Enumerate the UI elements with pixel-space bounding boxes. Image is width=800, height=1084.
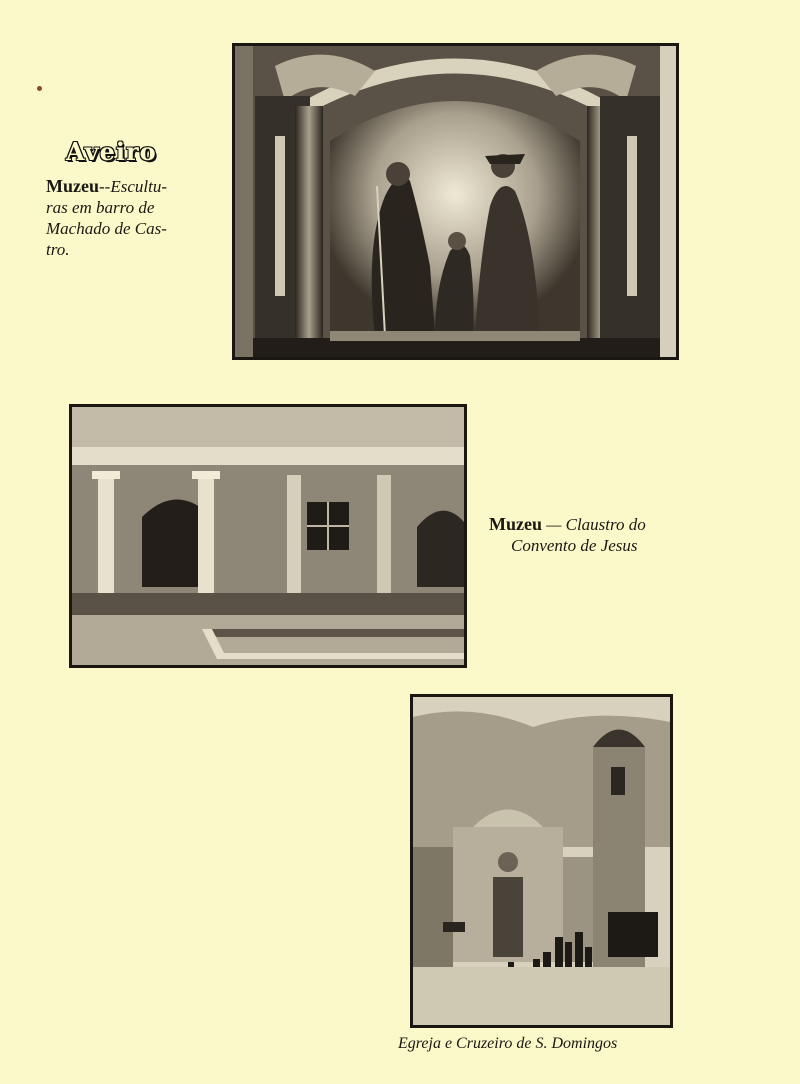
caption-text: Convento de Jesus: [511, 536, 638, 555]
photo-church-sao-domingos: [410, 694, 673, 1028]
caption-cloister: [489, 514, 709, 556]
photo-convent-cloister: [69, 404, 467, 668]
photo-clay-sculptures: [232, 43, 679, 360]
page-title: Aveiro: [66, 137, 157, 166]
caption-text: tro.: [46, 240, 70, 259]
caption-sculptures: [46, 176, 216, 260]
caption-label: Muzeu: [46, 176, 99, 196]
caption-text: — Claustro do: [542, 515, 646, 534]
caption-church: Egreja e Cruzeiro de S. Domingos: [398, 1035, 618, 1052]
ink-speck: [37, 86, 42, 91]
caption-label: Muzeu: [489, 514, 542, 534]
caption-text: Machado de Cas-: [46, 219, 167, 238]
caption-text: --Escultu-: [99, 177, 167, 196]
caption-text: ras em barro de: [46, 198, 155, 217]
